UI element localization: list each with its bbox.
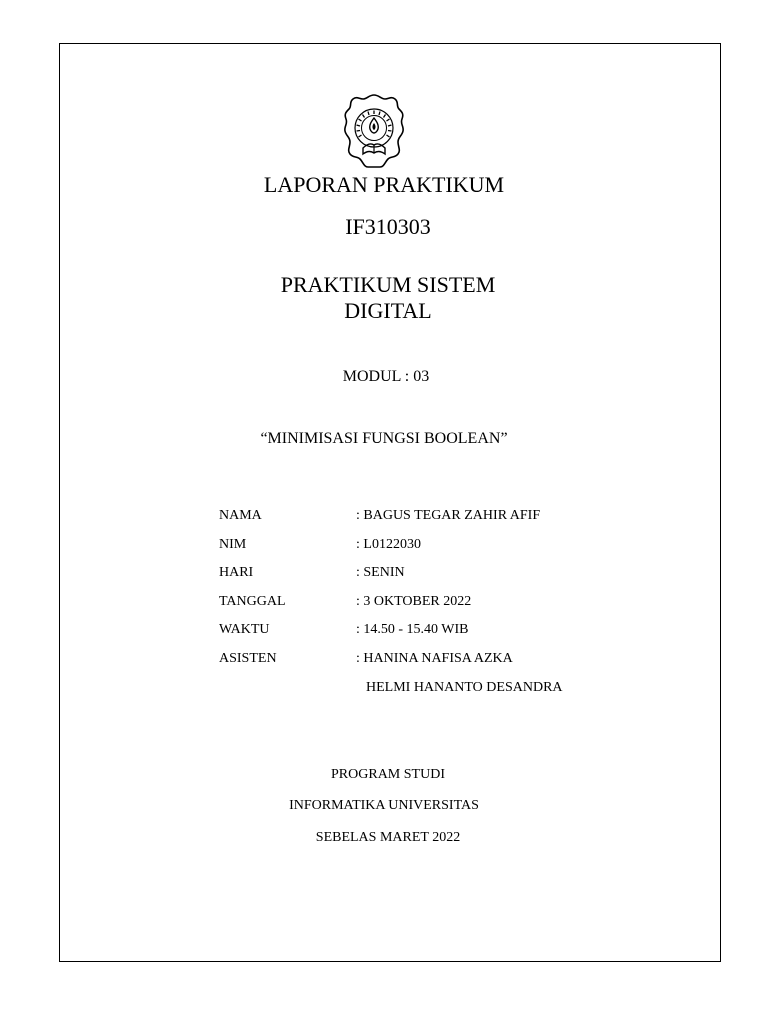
report-title: LAPORAN PRAKTIKUM [263,172,505,197]
course-name-line2: DIGITAL [344,298,432,323]
info-value: : L0122030 [356,537,421,552]
course-name [0,272,768,324]
info-value: : 14.50 - 15.40 WIB [356,622,469,637]
course-code: IF310303 [345,214,431,239]
university-seal-icon [343,92,405,170]
info-label: WAKTU [219,622,270,637]
info-value: : SENIN [356,565,405,580]
info-value: HELMI HANANTO DESANDRA [366,680,563,695]
footer-program: PROGRAM STUDI [331,767,445,782]
info-value: : 3 OKTOBER 2022 [356,594,472,609]
info-label: TANGGAL [219,594,286,609]
module-number: MODUL : 03 [342,368,430,385]
footer-university: SEBELAS MARET 2022 [315,830,461,845]
info-label: HARI [219,565,254,580]
info-label: NAMA [219,508,262,523]
info-label: ASISTEN [219,651,277,666]
info-value: : BAGUS TEGAR ZAHIR AFIF [356,508,541,523]
module-title: “MINIMISASI FUNGSI BOOLEAN” [260,430,508,447]
footer-department: INFORMATIKA UNIVERSITAS [289,798,479,813]
info-value: : HANINA NAFISA AZKA [356,651,513,666]
info-label: NIM [219,537,247,552]
course-name-line1: PRAKTIKUM SISTEM [280,272,496,297]
